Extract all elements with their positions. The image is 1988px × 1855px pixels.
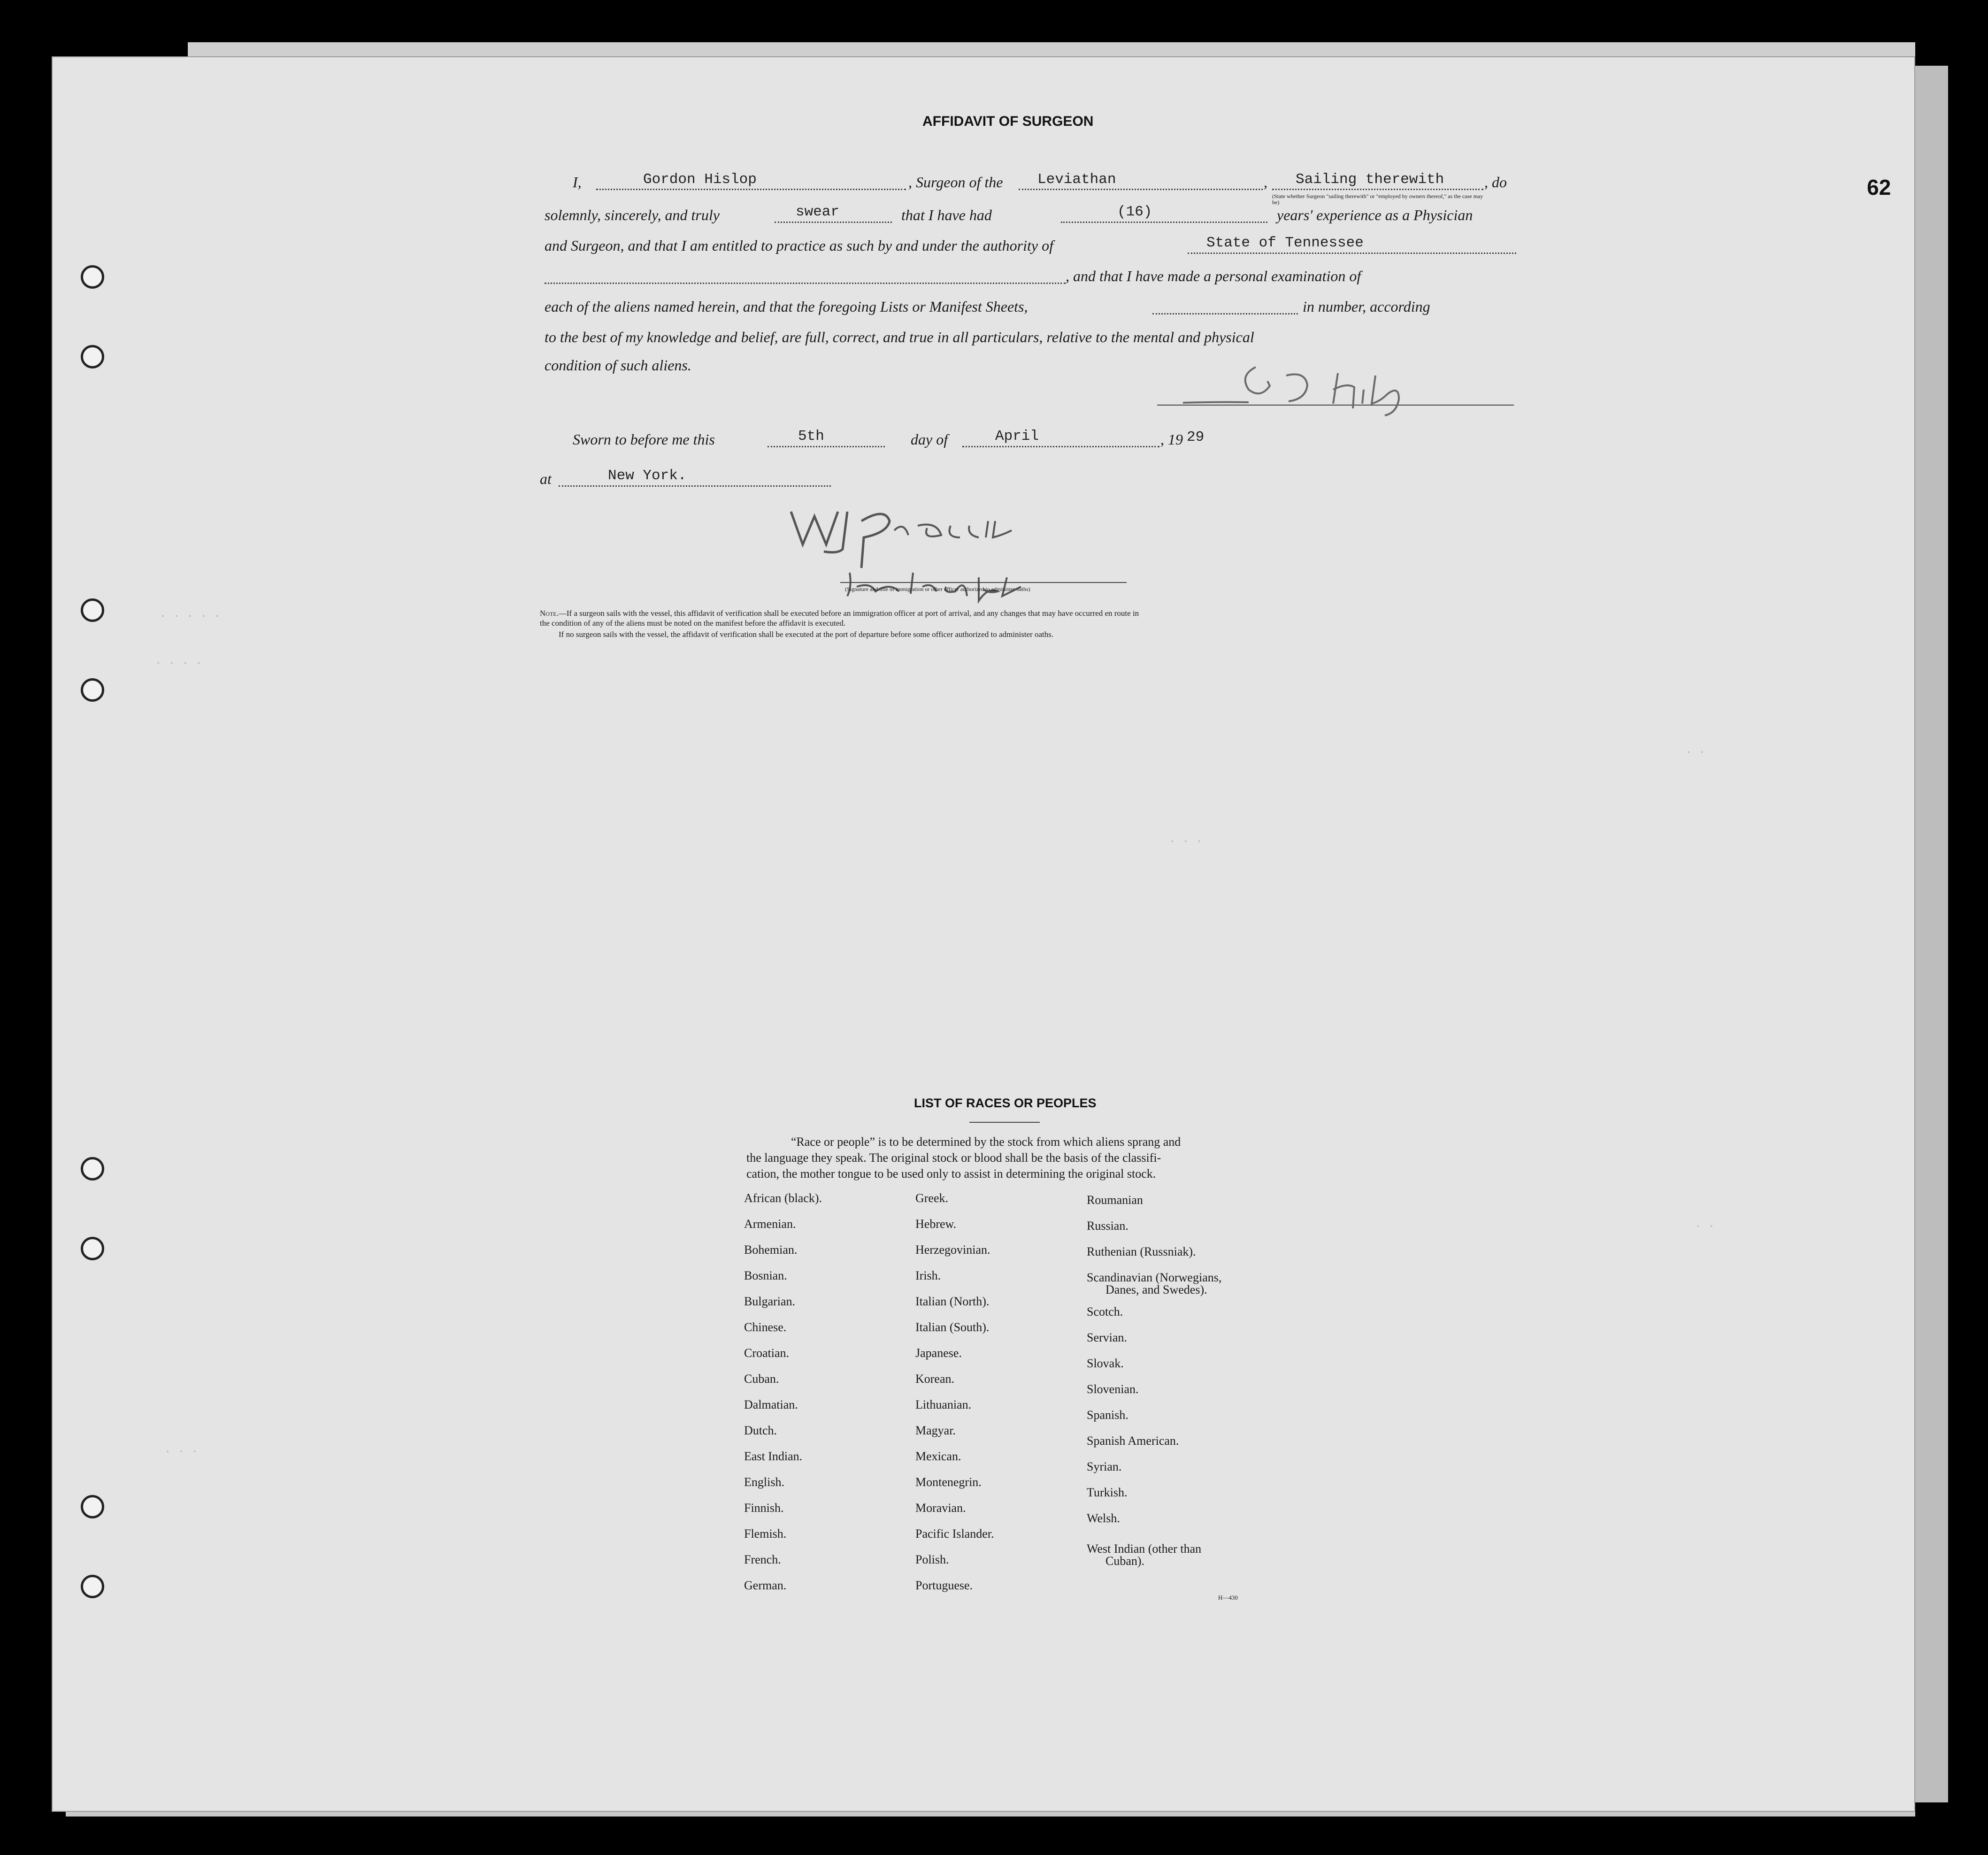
vessel-name: Leviathan [1037, 171, 1116, 188]
surgeon-name-field [596, 189, 906, 190]
affidavit-note-line2: the condition of any of the aliens must be noted on the manifest before the affidavit is executed. [540, 619, 846, 628]
affidavit-line1-suffix: , do [1484, 174, 1507, 191]
races-title: LIST OF RACES OR PEOPLES [914, 1096, 1097, 1110]
race-item: Dalmatian. [744, 1398, 798, 1411]
race-item: Scandinavian (Norwegians, [1087, 1271, 1222, 1284]
race-item: Welsh. [1087, 1511, 1120, 1525]
race-item: East Indian. [744, 1449, 803, 1463]
bleed-through-text: · · · [164, 1446, 199, 1458]
years-field [1061, 222, 1267, 223]
surgeon-capacity: Sailing therewith [1296, 171, 1444, 188]
race-item: African (black). [744, 1191, 822, 1205]
oath-word: swear [796, 204, 840, 220]
race-item: Cuban. [744, 1372, 779, 1386]
race-item: Herzegovinian. [915, 1243, 990, 1257]
race-item: Portuguese. [915, 1579, 973, 1592]
officer-signature-line [840, 582, 1127, 583]
races-intro-line2: the language they speak. The original stock or blood shall be the basis of the classifi- [746, 1151, 1161, 1165]
race-item: Slovak. [1087, 1357, 1124, 1370]
manifest-page [52, 56, 1915, 1812]
surgeon-name: Gordon Hislop [643, 171, 757, 188]
note-label: Note. [540, 609, 559, 618]
race-item: English. [744, 1475, 784, 1489]
binder-hole [81, 1237, 104, 1260]
race-item: Greek. [915, 1191, 949, 1205]
race-item: Chinese. [744, 1320, 787, 1334]
comma: , [1264, 174, 1267, 191]
sworn-year-prefix: , 19 [1160, 431, 1183, 448]
vessel-field [1019, 189, 1263, 190]
sworn-mid: day of [911, 431, 948, 448]
affidavit-line1-prefix: I, [573, 174, 582, 191]
sworn-day-field [768, 446, 885, 447]
race-item: Bohemian. [744, 1243, 798, 1257]
race-item: Bulgarian. [744, 1295, 796, 1308]
page-number: 62 [1867, 175, 1891, 199]
years-experience: (16) [1117, 204, 1152, 220]
affidavit-note-line1 [540, 609, 1139, 618]
capacity-note: (State whether Surgeon "sailing therewith" or "employed by owners thereof," as the case may be) [1272, 193, 1483, 206]
race-item: Finnish. [744, 1501, 784, 1515]
race-item: Italian (North). [915, 1295, 990, 1308]
race-item: Hebrew. [915, 1217, 957, 1231]
races-intro-line1: “Race or people” is to be determined by the stock from which aliens sprang and [791, 1135, 1181, 1149]
race-item: West Indian (other than [1087, 1542, 1202, 1556]
note-text-1: —If a surgeon sails with the vessel, this affidavit of verification shall be executed before an immigration officer at port of arrival, and any changes that may have occurred en route in [558, 609, 1139, 618]
race-item: Magyar. [915, 1424, 956, 1437]
affidavit-title: AFFIDAVIT OF SURGEON [922, 114, 1094, 129]
race-item: Japanese. [915, 1346, 962, 1360]
race-item: Dutch. [744, 1424, 777, 1437]
race-item: French. [744, 1553, 781, 1566]
oath-field [775, 222, 892, 223]
race-item: Russian. [1087, 1219, 1128, 1233]
race-item: Croatian. [744, 1346, 790, 1360]
race-item: Polish. [915, 1553, 949, 1566]
officer-caption: (Signature and title of immigration or other officer authorized to administer oaths) [845, 586, 1030, 592]
affidavit-line7: condition of such aliens. [545, 357, 691, 374]
binder-hole [81, 345, 104, 368]
race-item: Armenian. [744, 1217, 796, 1231]
race-item: Flemish. [744, 1527, 787, 1541]
bleed-through-text: · · [1695, 1220, 1715, 1233]
affidavit-line3: and Surgeon, and that I am entitled to practice as such by and under the authority of [545, 237, 1053, 254]
form-number: H—430 [1218, 1594, 1238, 1601]
race-item: Cuban). [1105, 1554, 1145, 1568]
capacity-field [1272, 189, 1483, 190]
race-item: Danes, and Swedes). [1105, 1283, 1207, 1296]
bleed-through-text: · · · · · [160, 610, 221, 623]
affidavit-line5-prefix: each of the aliens named herein, and that the foregoing Lists or Manifest Sheets, [545, 298, 1028, 315]
race-item: Bosnian. [744, 1269, 787, 1282]
race-item: Italian (South). [915, 1320, 990, 1334]
bleed-through-text: · · · [1169, 836, 1203, 848]
place-field [559, 485, 831, 487]
sworn-year-suffix: 29 [1187, 429, 1205, 445]
affidavit-note-line3: If no surgeon sails with the vessel, the affidavit of verification shall be executed at the port of departure before some officer authorized to administer oaths. [559, 630, 1054, 639]
race-item: Korean. [915, 1372, 955, 1386]
sworn-month-field [962, 446, 1159, 447]
sheets-count-field [1152, 313, 1298, 314]
binder-hole [81, 1575, 104, 1598]
race-item: Lithuanian. [915, 1398, 972, 1411]
affidavit-line2-suffix: years' experience as a Physician [1277, 207, 1473, 223]
authority-field [1188, 253, 1516, 254]
affidavit-line4: , and that I have made a personal examination of [1066, 268, 1361, 284]
bleed-through-text: · · · · [155, 657, 202, 670]
race-item: Roumanian [1087, 1193, 1143, 1207]
sworn-place: New York. [608, 468, 687, 484]
binder-hole [81, 265, 104, 289]
sworn-prefix: Sworn to before me this [573, 431, 715, 448]
authority-continuation-field [545, 283, 1066, 284]
race-item: Moravian. [915, 1501, 966, 1515]
race-item: German. [744, 1579, 787, 1592]
race-item: Montenegrin. [915, 1475, 982, 1489]
races-intro-line3: cation, the mother tongue to be used only to assist in determining the original stock. [746, 1167, 1156, 1180]
surgeon-signature [1178, 357, 1479, 418]
binder-hole [81, 1157, 104, 1180]
race-item: Ruthenian (Russniak). [1087, 1245, 1196, 1258]
race-item: Turkish. [1087, 1486, 1128, 1499]
race-item: Pacific Islander. [915, 1527, 994, 1541]
race-item: Syrian. [1087, 1460, 1122, 1473]
bleed-through-text: · · [1685, 746, 1706, 759]
races-title-rule [969, 1122, 1040, 1123]
affidavit-line1-mid: , Surgeon of the [908, 174, 1003, 191]
at-prefix: at [540, 470, 552, 487]
sworn-day: 5th [798, 428, 824, 445]
officer-signature [782, 493, 1120, 615]
affidavit-line5-suffix: in number, according [1303, 298, 1430, 315]
race-item: Irish. [915, 1269, 941, 1282]
affidavit-line2-prefix: solemnly, sincerely, and truly [545, 207, 720, 223]
licensing-authority: State of Tennessee [1206, 235, 1364, 251]
race-item: Servian. [1087, 1331, 1127, 1344]
race-item: Slovenian. [1087, 1382, 1139, 1396]
binder-hole [81, 678, 104, 702]
binder-hole [81, 1495, 104, 1518]
affidavit-line6: to the best of my knowledge and belief, are full, correct, and true in all particulars, relative to the mental and physical [545, 329, 1254, 345]
race-item: Scotch. [1087, 1305, 1123, 1318]
race-item: Mexican. [915, 1449, 961, 1463]
binder-hole [81, 598, 104, 622]
race-item: Spanish American. [1087, 1434, 1179, 1448]
affidavit-line2-mid: that I have had [901, 207, 992, 223]
race-item: Spanish. [1087, 1408, 1128, 1422]
sworn-month: April [995, 428, 1039, 445]
